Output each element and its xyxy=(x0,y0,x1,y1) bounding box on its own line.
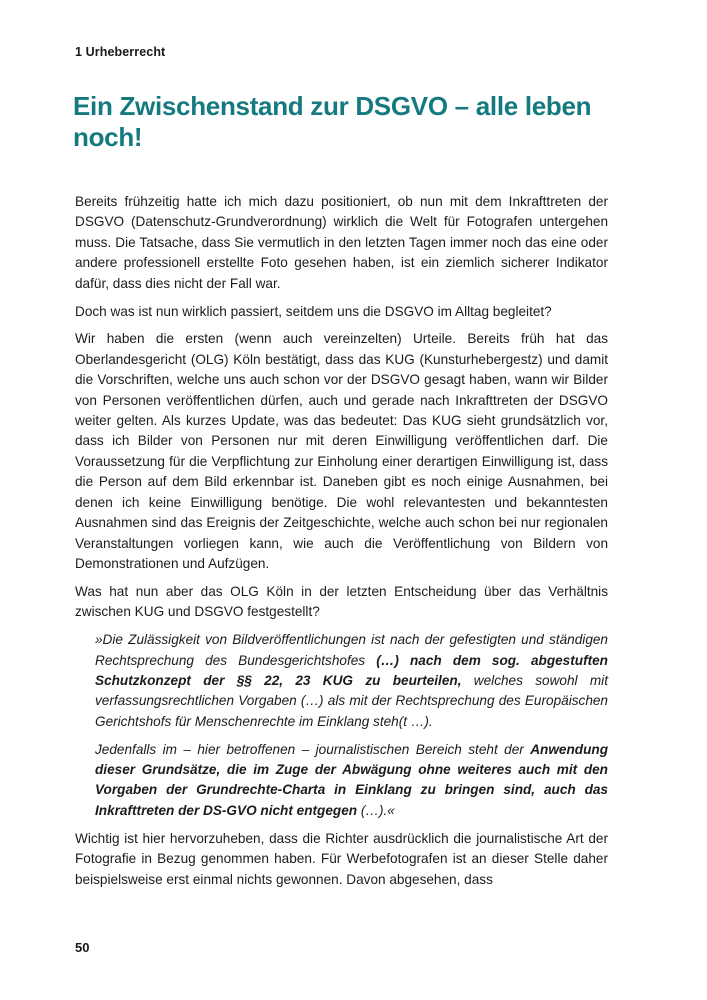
quote-1-emphasis: (…) nach dem sog. abgestuften Schutzkonzept der §§ 22, 23 KUG zu beurteilen, xyxy=(95,652,608,688)
quote-1-text-c: welches sowohl mit verfassungsrechtlichen Vorgaben (…) als mit der Rechtsprechung des Europäischen Gerichtshofs für Menschenrechte im Einklang steh(t …). xyxy=(95,672,608,729)
paragraph-question: Doch was ist nun wirklich passiert, seitdem uns die DSGVO im Alltag begleitet? xyxy=(75,303,552,319)
chapter-running-head: 1 Urheberrecht xyxy=(75,45,166,59)
quote-2-text-a: Jedenfalls im – hier betroffenen – journalistischen Bereich steht der xyxy=(95,741,531,757)
page-number: 50 xyxy=(75,940,90,955)
article-body xyxy=(75,192,608,898)
paragraph-analysis: Wichtig ist hier hervorzuheben, dass die Richter ausdrücklich die journalistische Art der Fotografie in Bezug genommen haben. Für Werbefotografen ist an dieser Stelle daher beispielsweise erst einmal nichts gewonnen. Davon abgesehen, dass xyxy=(75,830,608,887)
court-quote-1 xyxy=(95,630,608,732)
quote-2-emphasis: Anwendung dieser Grundsätze, die im Zuge der Abwägung ohne weiteres auch mit den Vorgaben der Grundrechte-Charta in Einklang zu bringen sind, auch das Inkrafttreten der DS-GVO nicht entgegen xyxy=(95,741,608,818)
paragraph-olg-question: Was hat nun aber das OLG Köln in der letzten Entscheidung über das Verhältnis zwischen KUG und DSGVO festgestellt? xyxy=(75,583,608,620)
paragraph-judgments: Wir haben die ersten (wenn auch vereinzelten) Urteile. Bereits früh hat das Oberlandesgericht (OLG) Köln bestätigt, dass das KUG (Kunsturhebergestz) und damit die Vorschriften, welche uns auch schon vor der DSGVO gesagt haben, wann wir Bilder von Personen veröffentlichen dürfen, auch und gerade nach Inkrafttreten der DSGVO weiter gelten. Als kurzes Update, was das bedeutet: Das KUG sieht grundsätzlich vor, dass ich Bilder von Personen nur mit deren Einwilligung veröffentlichen darf. Die Voraussetzung für die Verpflichtung zur Einholung einer derartigen Einwilligung ist, dass die Person auf dem Bild erkennbar ist. Daneben gibt es noch einige Ausnahmen, bei denen ich keine Einwilligung benötige. Die wohl relevantesten und bekanntesten Ausnahmen sind das Ereignis der Zeitgeschichte, welche auch schon bei nur regionalen Veranstaltungen vorliegen kann, wie auch die Veröffentlichung von Bildern von Demonstrationen und Aufzügen. xyxy=(75,331,608,571)
paragraph-intro: Bereits frühzeitig hatte ich mich dazu positioniert, ob nun mit dem Inkrafttreten der DSGVO (Datenschutz-Grundverordnung) wirklich die Welt für Fotografen untergehen muss. Die Tatsache, dass Sie vermutlich in den letzten Tagen immer noch das eine oder andere professionell erstellte Foto gesehen haben, ist ein ziemlich sicherer Indikator dafür, dass dies nicht der Fall war. xyxy=(75,194,608,291)
quote-1-text-a: »Die Zulässigkeit von Bildveröffentlichungen ist nach der gefestigten und ständigen Rechtsprechung des Bundesgerichtshofes xyxy=(95,632,608,668)
court-quote-2 xyxy=(95,740,608,822)
article-title: Ein Zwischenstand zur DSGVO – alle leben noch! xyxy=(73,91,592,152)
quote-2-text-c: (…).« xyxy=(357,802,395,818)
